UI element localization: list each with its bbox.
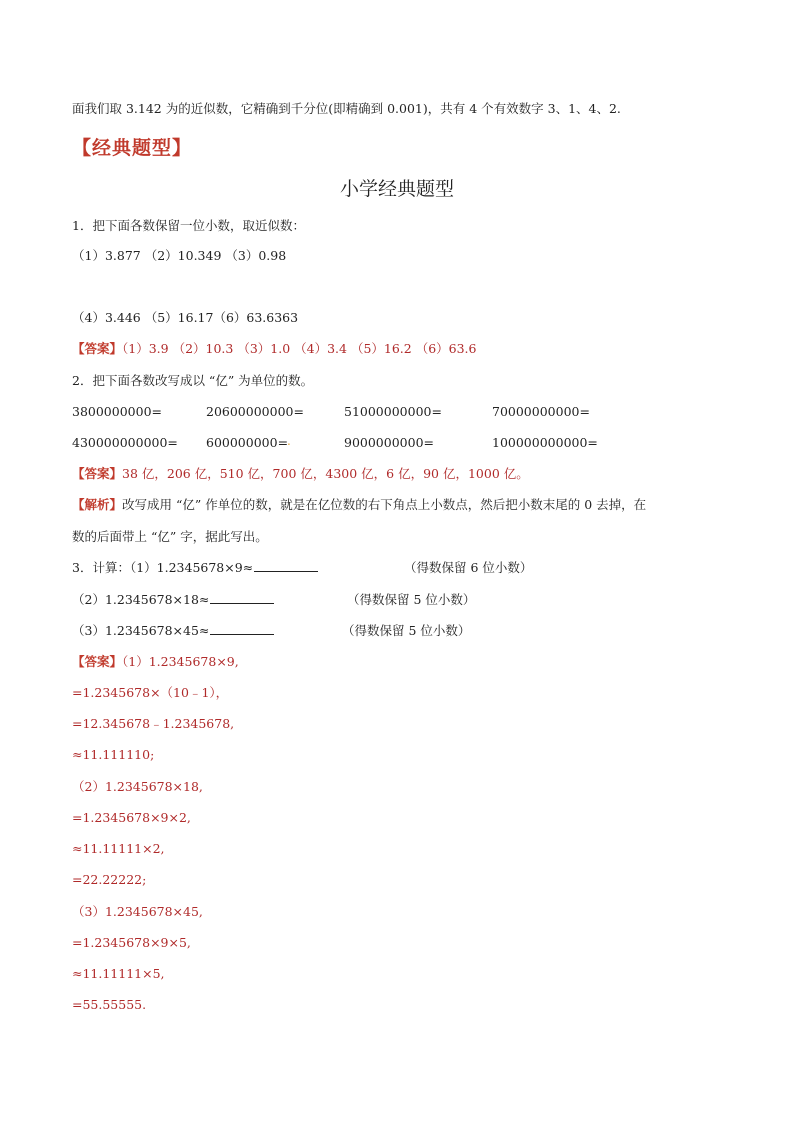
q1-row1: （1）3.877 （2）10.349 （3）0.98 (72, 248, 287, 263)
q3-q2-prefix: （2）1.2345678×18≈ (72, 592, 210, 607)
q3-step: ≈11.111110; (72, 747, 155, 762)
q2-item: 100000000000= (492, 435, 598, 450)
q3-step: ≈11.11111×5, (72, 966, 165, 981)
q3-step: =1.2345678×9×5, (72, 935, 191, 950)
q3-q3-prefix: （3）1.2345678×45≈ (72, 623, 210, 638)
q3-step: =22.22222; (72, 872, 147, 887)
intro-paragraph: 面我们取 3.142 为的近似数，它精确到千分位(即精确到 0.001)，共有 4 个有效数字 3、1、4、2. (72, 101, 621, 116)
q2-item: 600000000= (206, 435, 289, 450)
q2-analysis-line1: 改写成用 “亿” 作单位的数，就是在亿位数的右下角点上小数点，然后把小数末尾的 0 去掉，在 (122, 497, 647, 512)
q3-step: （3）1.2345678×45, (72, 904, 203, 919)
q1-row2: （4）3.446 （5）16.17（6）63.6363 (72, 310, 299, 325)
q2-item: 51000000000= (344, 404, 442, 419)
q2-analysis-line2: 数的后面带上 “亿” 字，据此写出。 (72, 529, 268, 544)
q3-step: =55.55555. (72, 997, 147, 1012)
answer-tag: 【答案】 (72, 654, 123, 669)
answer-blank (254, 559, 318, 572)
section-heading: 【经典题型】 (72, 137, 193, 159)
answer-tag: 【答案】 (72, 341, 123, 356)
q3-step: （1）1.2345678×9, (122, 654, 239, 669)
answer-tag: 【答案】 (72, 466, 123, 481)
q3-question-2 (72, 591, 274, 609)
q3-note-1: （得数保留 6 位小数） (404, 560, 533, 575)
q1-answer-text: （1）3.9 （2）10.3 （3）1.0 （4）3.4 （5）16.2 （6）63.6 (122, 341, 477, 356)
q1-question: 1．把下面各数保留一位小数，取近似数： (72, 218, 305, 233)
q1-answer (72, 340, 476, 358)
q2-item: 3800000000= (72, 404, 163, 419)
answer-blank (210, 622, 274, 635)
q2-answer (72, 465, 529, 483)
q3-q1-prefix: 3．计算：（1）1.2345678×9≈ (72, 560, 254, 575)
q2-analysis (72, 496, 646, 514)
page-title: 小学经典题型 (339, 178, 454, 200)
q3-step: =1.2345678×（10﹣1）， (72, 685, 229, 700)
q3-note-3: （得数保留 5 位小数） (342, 623, 471, 638)
analysis-tag: 【解析】 (72, 497, 123, 512)
q2-question: 2．把下面各数改写成以 “亿” 为单位的数。 (72, 373, 314, 388)
q2-item: 9000000000= (344, 435, 435, 450)
q3-step: （2）1.2345678×18, (72, 779, 203, 794)
q3-step: ≈11.11111×2, (72, 841, 165, 856)
q3-question-3 (72, 622, 274, 640)
stray-dot-mark: . (287, 434, 291, 448)
q3-note-2: （得数保留 5 位小数） (347, 592, 476, 607)
q3-question-1 (72, 559, 318, 577)
answer-blank (210, 591, 274, 604)
q2-item: 70000000000= (492, 404, 590, 419)
q3-step: =1.2345678×9×2, (72, 810, 191, 825)
q2-answer-text: 38 亿，206 亿，510 亿，700 亿，4300 亿，6 亿，90 亿，1000 亿。 (122, 466, 529, 481)
q3-step: =12.345678﹣1.2345678, (72, 716, 235, 731)
q2-item: 430000000000= (72, 435, 178, 450)
q2-item: 20600000000= (206, 404, 304, 419)
q3-answer-first (72, 653, 239, 671)
